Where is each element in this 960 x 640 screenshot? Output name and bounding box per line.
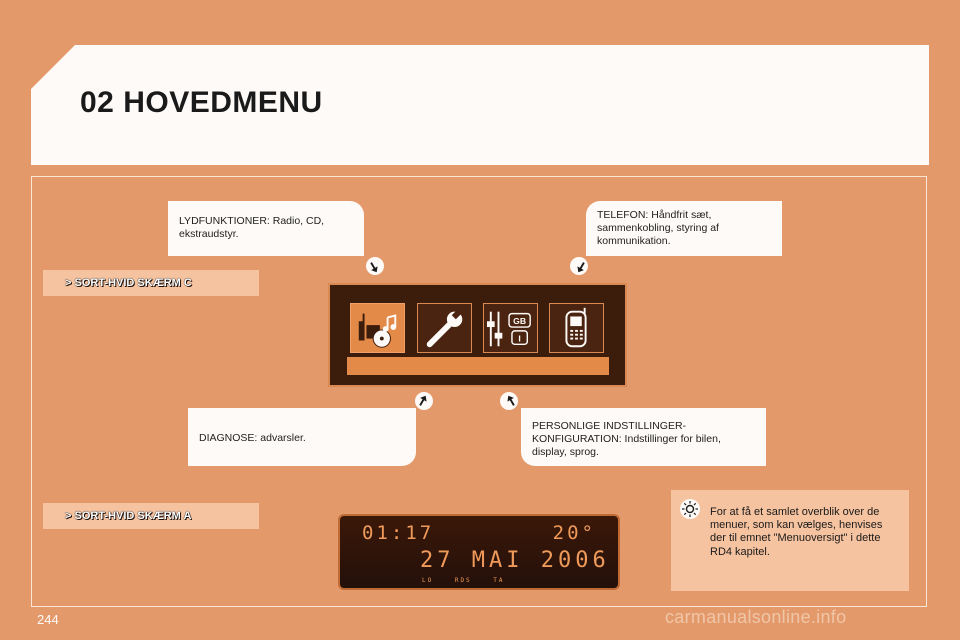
audio-icon [350,303,405,353]
screen-c-menu-bar [347,357,609,375]
note-box [671,490,909,591]
settings-label-gb: GB [513,316,527,327]
arrow-up-right-icon [415,392,433,410]
arrow-up-left-icon [500,392,518,410]
screen-a-time: 01:17 [362,522,435,544]
screen-a-temperature: 20° [552,522,596,544]
section-band-screen-a: > SORT-HVID SKÆRM A [43,503,259,529]
wrench-icon [417,303,472,353]
page-title: 02 HOVEDMENU [80,86,323,119]
section-band-screen-c: > SORT-HVID SKÆRM C [43,270,259,296]
callout-audio: LYDFUNKTIONER: Radio, CD, ekstraudstyr. [168,201,364,256]
phone-icon [549,303,604,353]
screen-a-display [338,514,620,590]
callout-diagnose: DIAGNOSE: advarsler. [188,408,416,466]
page-number: 244 [37,612,59,627]
arrow-down-left-icon [570,257,588,275]
watermark: carmanualsonline.info [665,607,847,627]
screen-c-display [328,283,627,387]
settings-icon [483,303,538,353]
callout-personal-settings: PERSONLIGE INDSTILLINGER-KONFIGURATION: Indstillinger for bilen, display, sprog. [521,408,766,466]
arrow-down-right-icon [366,257,384,275]
screen-a-date: 27 MAI 2006 [420,548,610,573]
note-text: For at få et samlet overblik over de menuer, som kan vælges, henvises der til emnet "Menuoversigt" i dette RD4 kapitel. [710,506,883,558]
settings-label-i: I [518,333,521,344]
callout-phone: TELEFON: Håndfrit sæt, sammenkobling, styring af kommunikation. [586,201,782,256]
lightbulb-icon [680,499,700,519]
screen-a-indicators: LO RDS TA [422,577,505,584]
